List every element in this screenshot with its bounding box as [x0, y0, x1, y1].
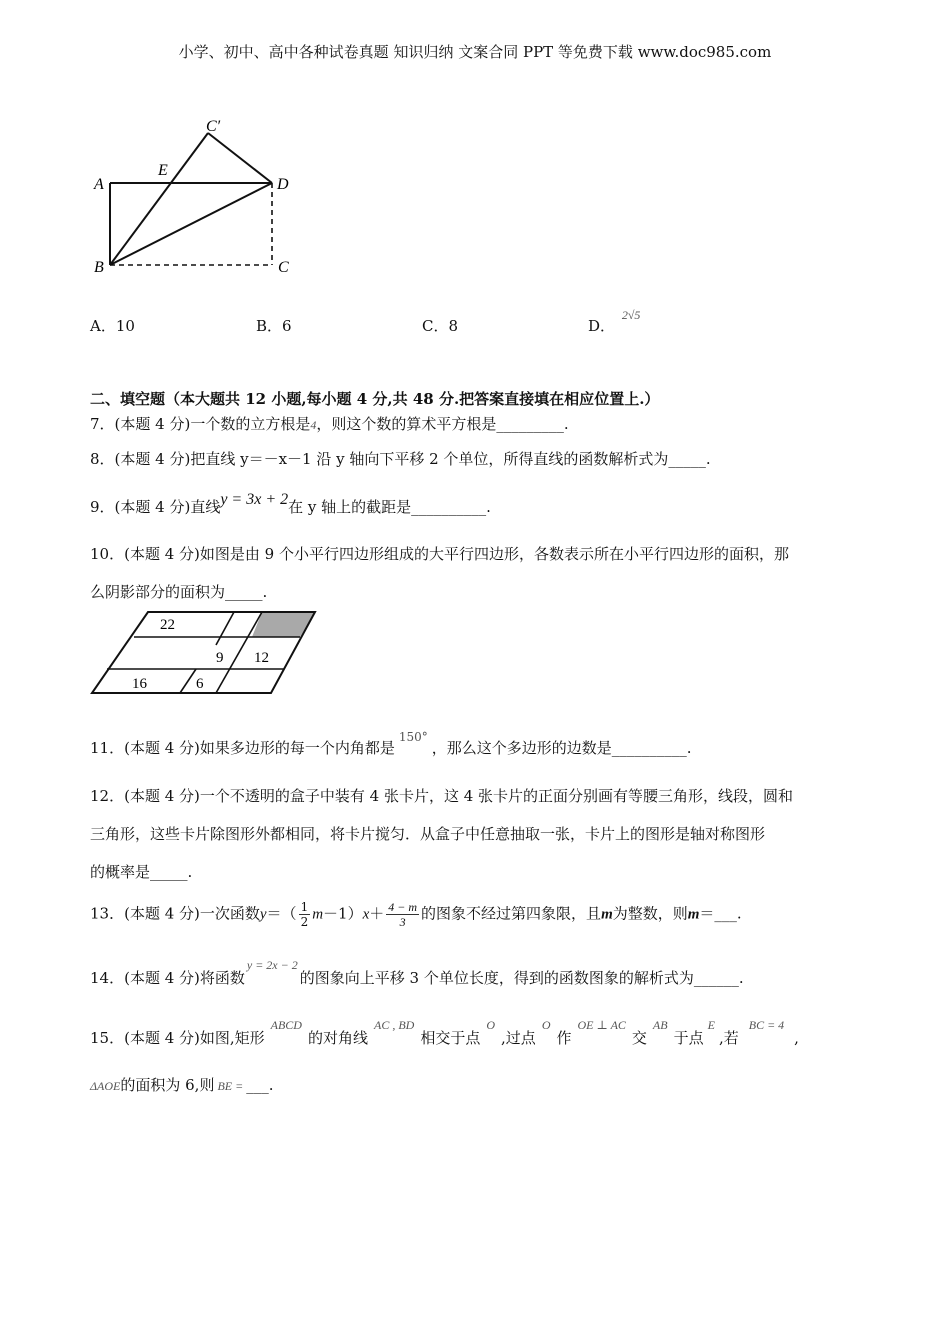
q13-f1-denominator: 2 — [300, 915, 309, 929]
page-header: 小学、初中、高中各种试卷真题 知识归纳 文案合同 PPT 等免费下载 www.doc985.com — [178, 43, 772, 61]
q15-t4: 作 — [556, 1029, 572, 1047]
q15-t1: 的对角线 — [307, 1029, 368, 1047]
edge-BCp — [110, 133, 208, 265]
fold-figure — [88, 112, 303, 277]
label-B: B — [94, 259, 104, 276]
q15-e: E — [707, 1018, 715, 1032]
q11-math: 150° — [398, 730, 428, 744]
parallelogram-grid-figure — [88, 607, 323, 699]
q15-abcd: ABCD — [270, 1018, 302, 1032]
q11-text-pre: 11．(本题 4 分)如果多边形的每一个内角都是 — [90, 739, 395, 757]
grid-value-9: 9 — [216, 650, 224, 666]
question-9 — [90, 491, 491, 517]
grid-value-6: 6 — [196, 676, 204, 692]
option-a: A．10 — [90, 317, 135, 335]
q13-f2-numerator: 4 − m — [388, 900, 418, 914]
q13-fraction-half — [299, 900, 311, 929]
q15-triangle-aoe: ΔAOE — [90, 1079, 121, 1093]
label-Cprime: C′ — [206, 118, 221, 135]
q9-math: y = 3x + 2 — [220, 491, 289, 508]
q13-text-post2: 为整数，则 — [612, 904, 688, 923]
q15-t2: 相交于点 — [420, 1029, 481, 1047]
q15-l2-end: ___. — [246, 1076, 274, 1094]
q15-be: BE = — [217, 1079, 244, 1093]
label-D: D — [277, 176, 289, 193]
q14-text-post: 的图象向上平移 3 个单位长度，得到的函数图象的解析式为______. — [299, 969, 744, 987]
section-title: 二、填空题（本大题共 12 小题,每小题 4 分,共 48 分.把答案直接填在相应位置上.） — [90, 390, 660, 408]
q11-text-post: ，那么这个多边形的边数是__________. — [431, 739, 692, 757]
q13-text-post3: ＝___. — [699, 904, 742, 923]
q13-y: y — [259, 906, 267, 923]
edge-BD — [110, 183, 272, 265]
question-12-line1: 12．(本题 4 分)一个不透明的盒子中装有 4 张卡片，这 4 张卡片的正面分别画有等腰三角形，线段，圆和 — [90, 787, 794, 805]
q15-t8: , — [794, 1029, 799, 1047]
option-d — [588, 308, 641, 336]
grid-value-12: 12 — [254, 650, 269, 666]
q14-text-pre: 14．(本题 4 分)将函数 — [90, 969, 245, 987]
question-10-line2: 么阴影部分的面积为_____. — [90, 583, 268, 601]
q15-t3: ,过点 — [501, 1029, 536, 1047]
q13-fraction-2 — [386, 900, 419, 929]
q15-t7: ,若 — [718, 1029, 739, 1047]
option-c: C．8 — [422, 317, 459, 335]
col-line-left-top — [216, 612, 234, 645]
q15-ab: AB — [652, 1018, 668, 1032]
col-line-left-bottom — [180, 669, 196, 693]
label-C: C — [278, 259, 289, 276]
shaded-cell — [252, 612, 315, 637]
label-E: E — [158, 162, 168, 179]
q13-text-post: 的图象不经过第四象限，且 — [421, 904, 602, 923]
q7-text-pre: 7．(本题 4 分)一个数的立方根是 — [90, 415, 311, 433]
q15-o1: O — [486, 1018, 496, 1032]
grid-value-16: 16 — [132, 676, 147, 692]
edge-CpD — [208, 133, 272, 183]
label-A: A — [94, 176, 104, 193]
q13-f2-denominator: 3 — [399, 915, 406, 929]
q9-text-post: 在 y 轴上的截距是__________. — [288, 498, 491, 516]
q13-m3: m — [687, 906, 700, 923]
question-14 — [90, 958, 744, 988]
q9-text-pre: 9．(本题 4 分)直线 — [90, 498, 221, 516]
question-11 — [90, 730, 692, 758]
q13-f1-numerator: 1 — [300, 900, 309, 914]
question-12-line2: 三角形，这些卡片除图形外都相同，将卡片搅匀．从盒子中任意抽取一张，卡片上的图形是轴对称图形 — [90, 825, 766, 843]
q13-plus: ＋ — [369, 904, 385, 923]
q13-eq: ＝（ — [266, 904, 297, 923]
q15-acbd: AC , BD — [374, 1018, 415, 1032]
q15-t5: 交 — [631, 1029, 647, 1047]
q13-x: x — [362, 906, 370, 923]
question-8: 8．(本题 4 分)把直线 y＝－x－1 沿 y 轴向下平移 2 个单位，所得直线的函数解析式为_____. — [90, 450, 711, 468]
q13-m2: m — [601, 906, 613, 923]
q15-text-pre: 15．(本题 4 分)如图,矩形 — [90, 1029, 265, 1047]
q14-math: y = 2x − 2 — [246, 958, 298, 972]
q15-t6: 于点 — [673, 1029, 704, 1047]
q13-mid: －1） — [323, 904, 363, 923]
question-12-line3: 的概率是_____. — [90, 863, 193, 881]
question-13 — [90, 900, 742, 929]
question-10-line1: 10．(本题 4 分)如图是由 9 个小平行四边形组成的大平行四边形，各数表示所在小平行四边形的面积，那 — [90, 545, 789, 563]
q7-math: 4 — [310, 418, 317, 432]
q13-text-pre: 13．(本题 4 分)一次函数 — [90, 904, 260, 923]
q7-text-post: ，则这个数的算术平方根是_________. — [316, 415, 569, 433]
q15-o2: O — [541, 1018, 551, 1032]
option-d-math: 2√5 — [621, 308, 641, 322]
option-b: B．6 — [256, 317, 292, 335]
q15-oe: OE ⊥ AC — [577, 1018, 626, 1032]
q13-m1: m — [312, 906, 324, 923]
grid-value-22: 22 — [160, 617, 175, 633]
q15-bc: BC = 4 — [748, 1018, 785, 1032]
option-d-label: D． — [588, 317, 616, 335]
q15-l2-text: 的面积为 6,则 — [120, 1076, 215, 1094]
question-7 — [90, 413, 569, 434]
question-15-line2 — [90, 1074, 274, 1095]
